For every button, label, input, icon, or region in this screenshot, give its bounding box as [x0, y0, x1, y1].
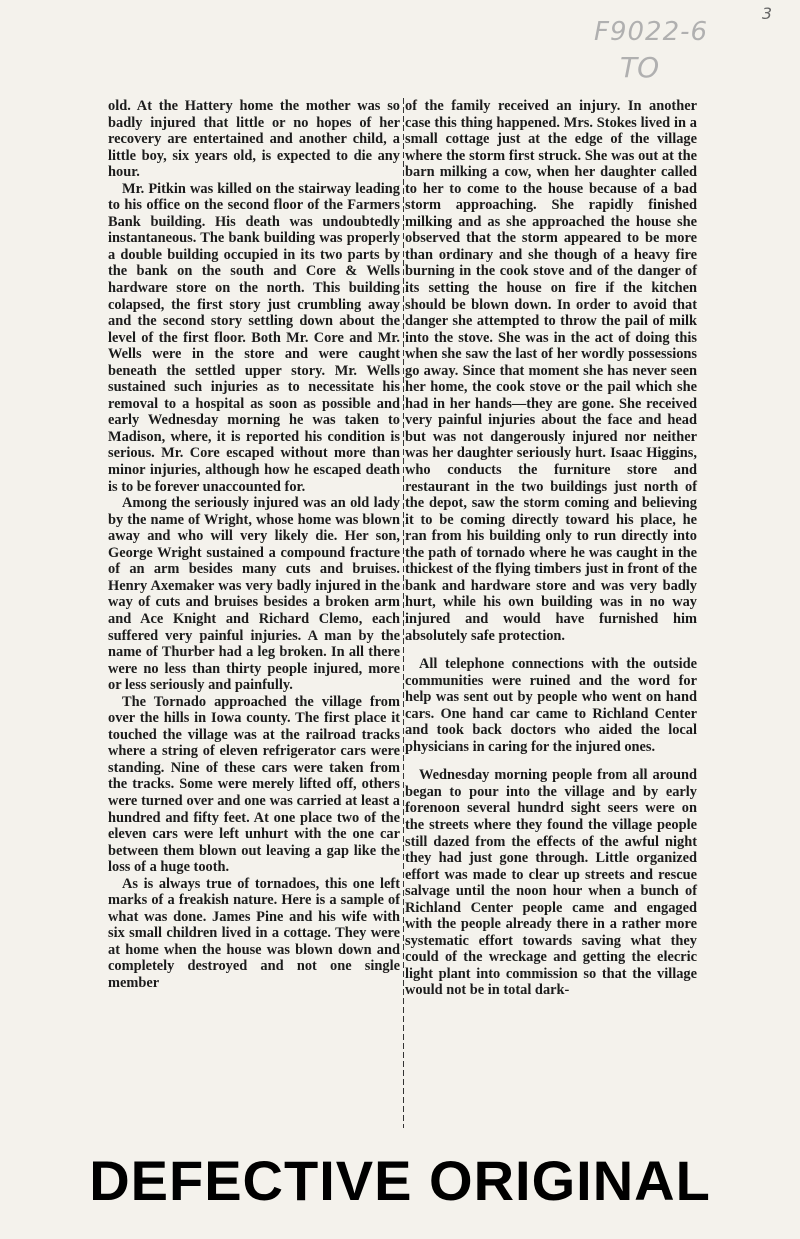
- left-column: [108, 98, 400, 992]
- paragraph: As is always true of tornadoes, this one left marks of a freakish nature. Here is a sample of what was done. James Pine and his wife with six small children lived in a cottage. They were at home when the house was blown down and completely destroyed and not one single member: [108, 875, 400, 991]
- right-column: [405, 98, 697, 999]
- handwritten-annotation: [594, 18, 708, 83]
- defective-original-stamp: DEFECTIVE ORIGINAL: [89, 1149, 711, 1212]
- handwritten-line-1: F9022-6: [594, 17, 709, 47]
- column-divider: [403, 98, 404, 1128]
- paragraph: All telephone connections with the outside communities were ruined and the word for help was sent out by people who went on hand cars. One hand car came to Richland Center and took back doctors who aided the local physicians in caring for the injured ones.: [405, 656, 697, 755]
- page-number: 3: [761, 4, 772, 23]
- paragraph: The Tornado approached the village from over the hills in Iowa county. The first place it touched the village was at the railroad tracks where a string of eleven refrigerator cars were standing. Nine of these cars were taken from the tracks. Some were merely lifted off, others were turned over and one was carried at least a hundred and fifty feet. At one place two of the eleven cars were left unhurt with the one car between them blown out leaving a gap like the loss of a huge tooth.: [108, 693, 400, 876]
- handwritten-line-2: TO: [620, 50, 660, 84]
- paragraph: Mr. Pitkin was killed on the stairway leading to his office on the second floor of the Farmers Bank building. His death was undoubtedly instantaneous. The bank building was properly a double building occupied in its two parts by the bank on the south and Core & Wells hardware store on the north. This building colapsed, the first story just crumbling away and the second story settling down about the level of the first floor. Both Mr. Core and Mr. Wells were in the store and were caught beneath the settled upper story. Mr. Wells sustained such injuries as to necessitate his removal to a hospital as soon as possible and early Wednesday morning he was taken to Madison, where, it is reported his condition is serious. Mr. Core escaped without more than minor injuries, although how he escaped death is to be forever unaccounted for.: [108, 180, 400, 495]
- paragraph: Among the seriously injured was an old lady by the name of Wright, whose home was blown away and who will very likely die. Her son, George Wright sustained a compound fracture of an arm besides many cuts and bruises. Henry Axemaker was very badly injured in the way of cuts and bruises besides a broken arm and Ace Knight and Richard Clemo, each suffered very painful injuries. A man by the name of Thurber had a leg broken. In all there were no less than thirty people injured, more or less seriously and painfully.: [108, 495, 400, 694]
- paragraph: Wednesday morning people from all around began to pour into the village and by early forenoon several hundrd sight seers were on the streets where they found the village people still dazed from the effects of the awful night they had just gone through. Little organized effort was made to clear up streets and rescue salvage until the noon hour when a bunch of Richland Center people came and engaged with the people already there in a rather more systematic effort towards saving what they could of the wreckage and getting the elecric light plant into commission so that the village would not be in total dark-: [405, 767, 697, 999]
- paragraph: of the family received an injury. In another case this thing happened. Mrs. Stokes lived in a small cottage just at the edge of the village where the storm first struck. She was out at the barn milking a cow, when her daughter called to her to come to the house because of a bad storm approaching. She rapidly finished milking and as she approached the house she observed that the storm appeared to be more than ordinary and she though of a heavy fire burning in the cook stove and of the danger of its setting the house on fire if the kitchen should be blown down. In order to avoid that danger she attempted to throw the pail of milk into the stove. She was in the act of doing this when she saw the last of her wordly possessions go away. Since that moment she has never seen her home, the cook stove or the pail which she had in her hands—they are gone. She received very painful injuries about the face and head but was not dangerously injured nor neither was her daughter seriously hurt. Isaac Higgins, who conducts the furniture store and restaurant in the two buildings just north of the depot, saw the storm coming and believing it to be coming directly toward his place, he ran from his building only to run directly into the path of tornado where he was caught in the thickest of the flying timbers just in front of the bank and hardware store and was very badly hurt, while his own building was in no way injured and would have furnished him absolutely safe protection.: [405, 98, 697, 644]
- paragraph: old. At the Hattery home the mother was so badly injured that little or no hopes of her recovery are entertained and another child, a little boy, six years old, is expected to die any hour.: [108, 98, 400, 181]
